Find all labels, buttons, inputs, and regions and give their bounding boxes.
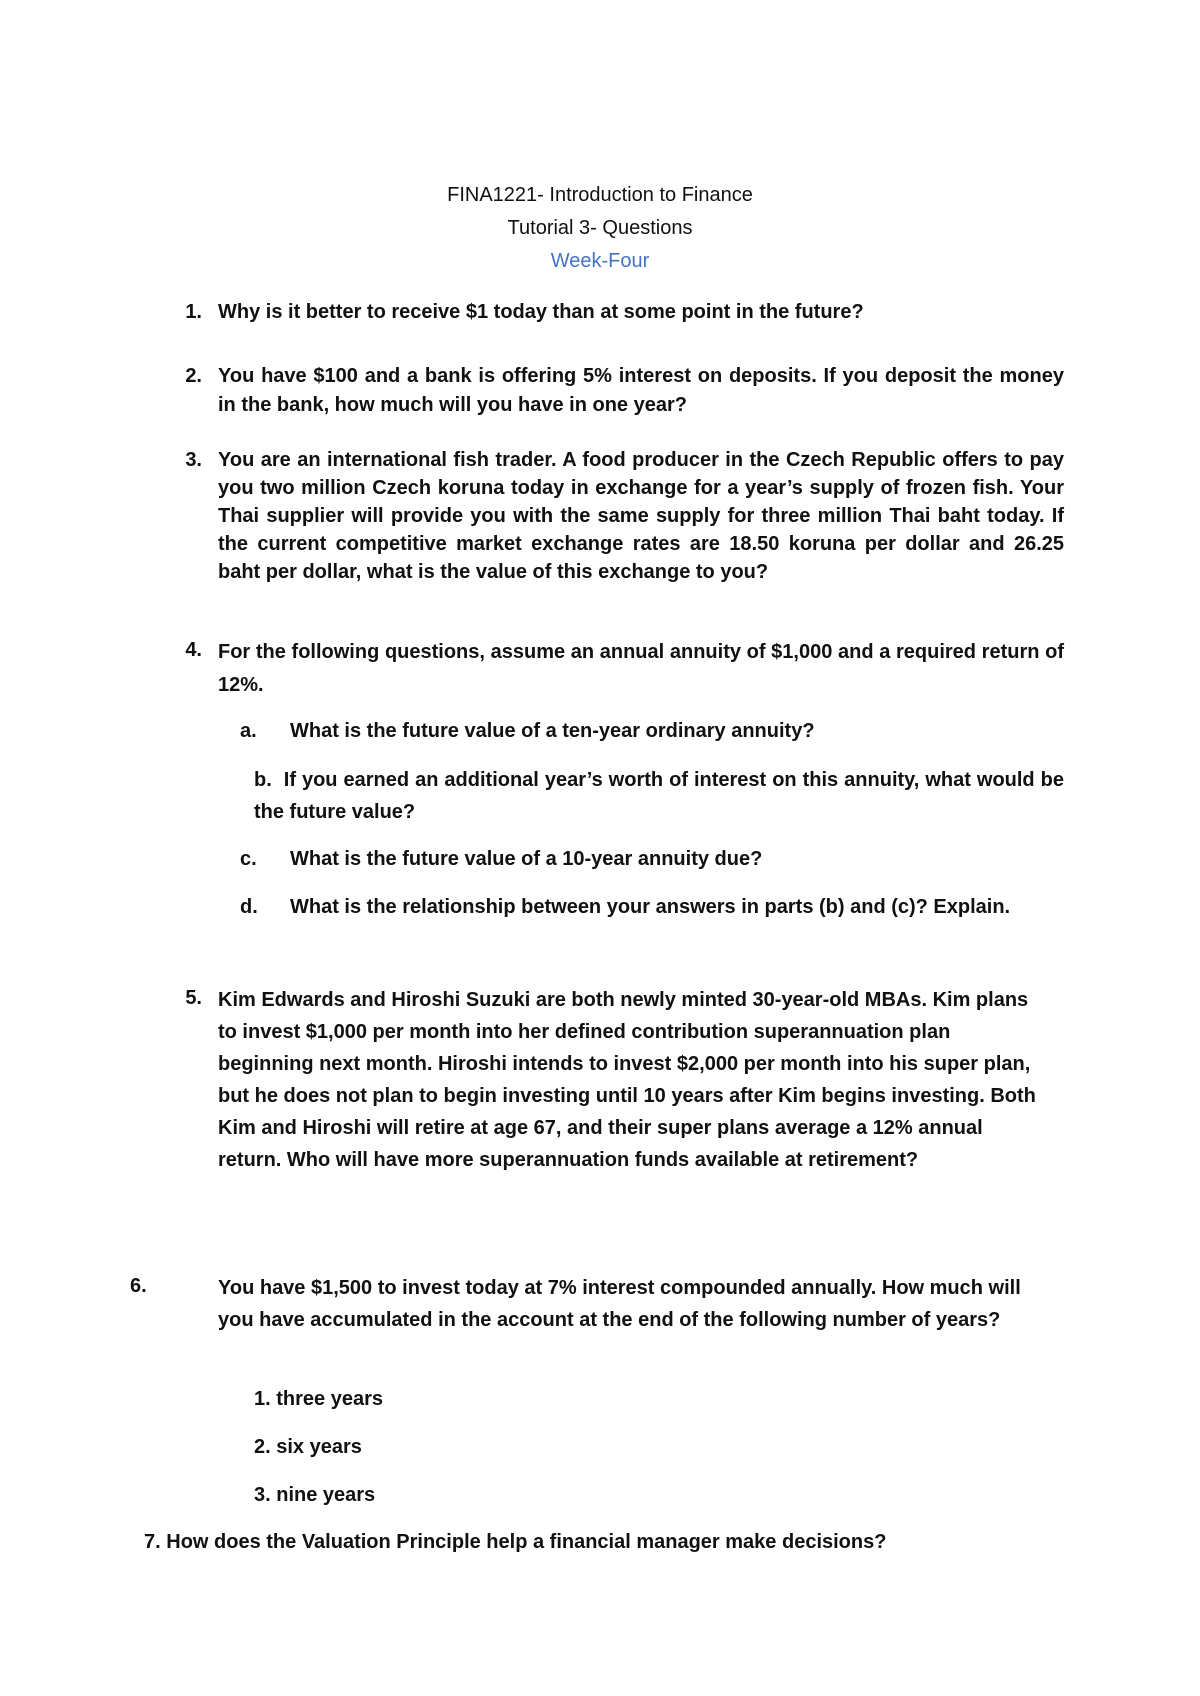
week-label: Week-Four	[550, 250, 650, 272]
question-number: 4.	[185, 639, 202, 661]
course-title: FINA1221- Introduction to Finance	[447, 184, 753, 206]
question-text: Why is it better to receive $1 today than at some point in the future?	[218, 301, 864, 323]
question-text: For the following questions, assume an annual annuity of $1,000 and a required return of 12%.	[218, 641, 1064, 696]
part-label: d.	[240, 896, 258, 918]
question-text: Kim Edwards and Hiroshi Suzuki are both newly minted 30-year-old MBAs. Kim plans to invest $1,000 per month into her defined contribution superannuation plan beginning next month. Hiroshi intends to invest $2,000 per month into his super plan, but he does not plan to begin investing until 10 years after Kim begins investing. Both Kim and Hiroshi will retire at age 67, and their super plans average a 12% annual return. Who will have more superannuation funds available at retirement?	[218, 989, 1036, 1171]
question-6-part-1: 1. three years	[254, 1388, 383, 1410]
question-6-part-3: 3. nine years	[254, 1484, 376, 1506]
question-text: How does the Valuation Principle help a financial manager make decisions?	[166, 1531, 887, 1553]
question-number: 7.	[144, 1531, 161, 1553]
question-number: 3.	[185, 449, 202, 471]
part-text: What is the relationship between your answers in parts (b) and (c)? Explain.	[290, 896, 1011, 918]
tutorial-title: Tutorial 3- Questions	[507, 217, 693, 239]
question-number: 2.	[185, 365, 202, 387]
part-label: c.	[240, 848, 257, 870]
part-text: What is the future value of a ten-year ordinary annuity?	[290, 720, 815, 742]
question-text: You have $100 and a bank is offering 5% interest on deposits. If you deposit the money in the bank, how much will you have in one year?	[218, 365, 1064, 416]
part-label: a.	[240, 720, 257, 742]
question-number: 5.	[185, 987, 202, 1009]
part-body: If you earned an additional year’s worth of interest on this annuity, what would be the future value?	[254, 769, 1064, 823]
question-6-part-2: 2. six years	[254, 1436, 362, 1458]
question-number: 6.	[130, 1275, 147, 1297]
question-line	[144, 1528, 1084, 1557]
part-label: b.	[254, 769, 272, 791]
part-text: What is the future value of a 10-year annuity due?	[290, 848, 763, 870]
question-text: You have $1,500 to invest today at 7% interest compounded annually. How much will you have accumulated in the account at the end of the following number of years?	[218, 1277, 1021, 1331]
question-number: 1.	[185, 301, 202, 323]
question-text: You are an international fish trader. A food producer in the Czech Republic offers to pay you two million Czech koruna today in exchange for a year’s supply of frozen fish. Your Thai supplier will provide you with the same supply for three million Thai baht today. If the current competitive market exchange rates are 18.50 koruna per dollar and 26.25 baht per dollar, what is the value of this exchange to you?	[218, 449, 1064, 583]
part-text	[254, 764, 1064, 828]
